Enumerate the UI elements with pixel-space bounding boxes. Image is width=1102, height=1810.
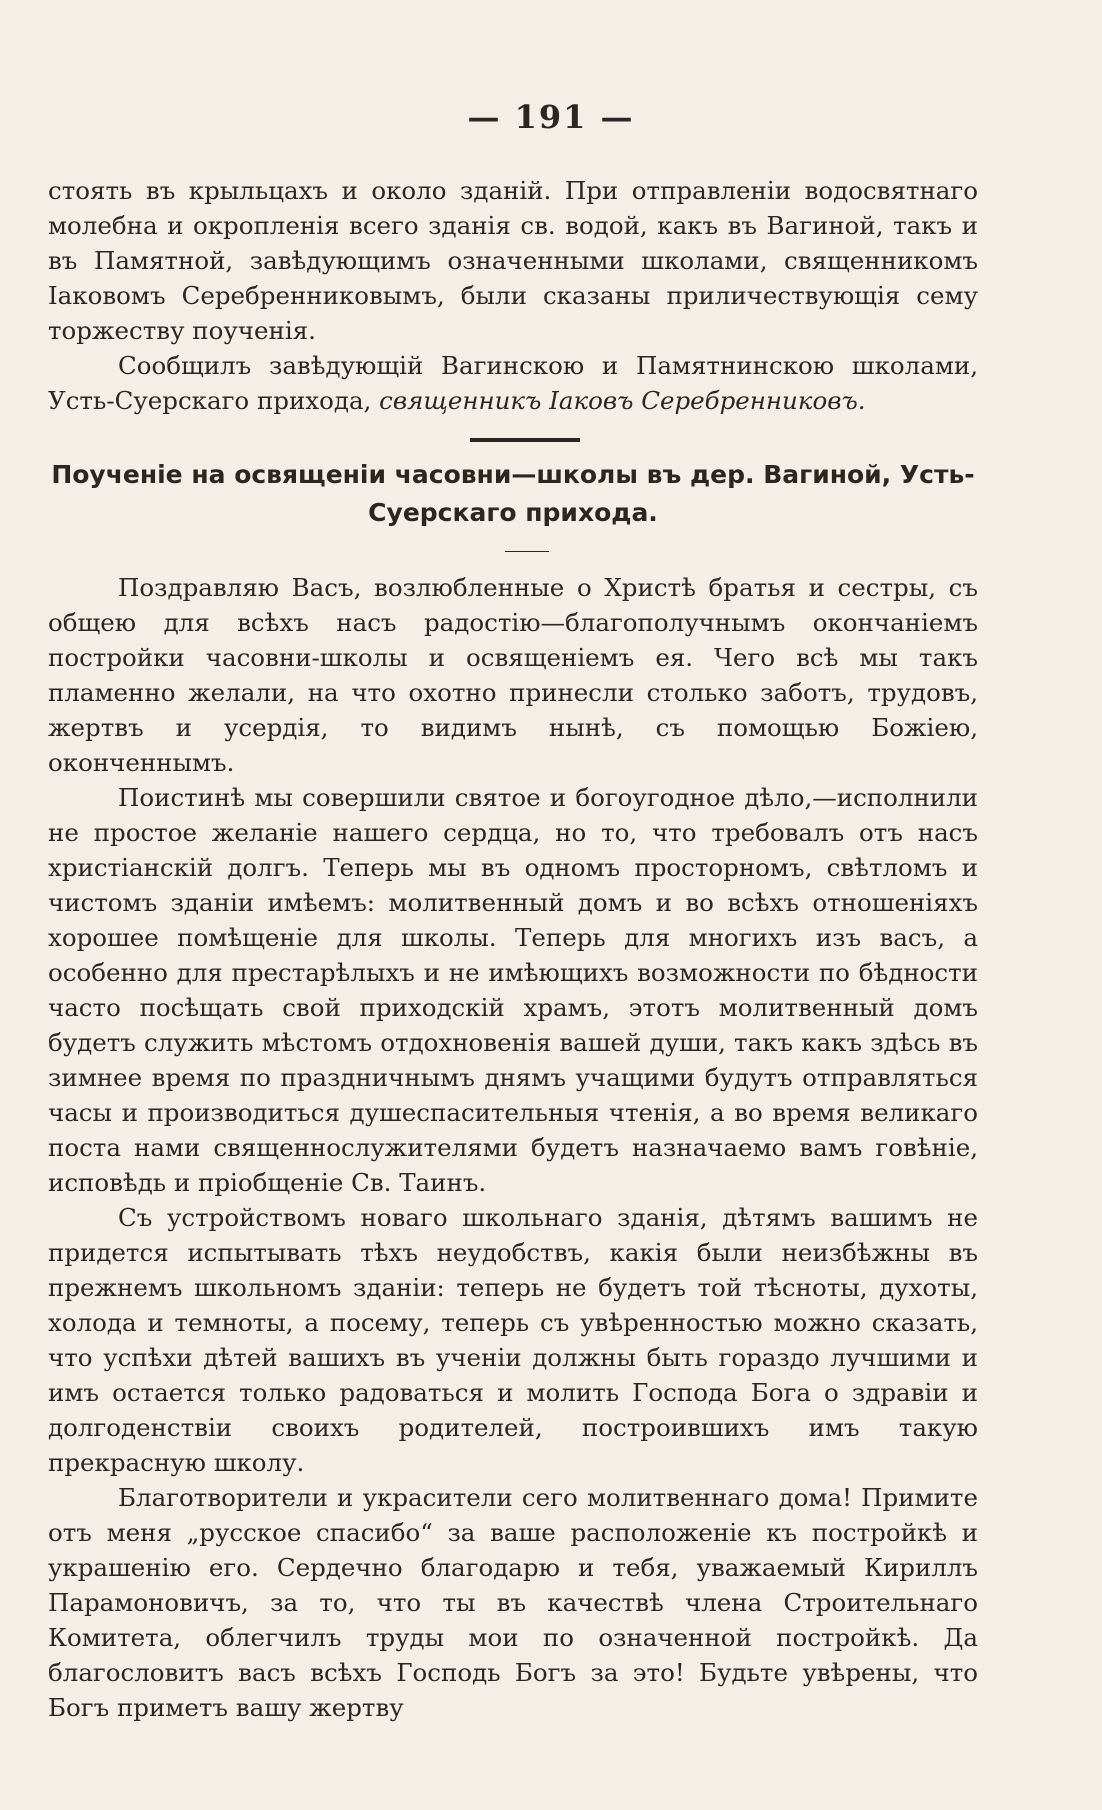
paragraph: Благотворители и украсители сего молитвеннаго дома! Примите отъ меня „русское спасибо“ за ваше расположенiе къ постройкѣ и украшенiю его. Сердечно благодарю и тебя, уважаемый Кириллъ Парамоновичъ, за то, что ты въ качествѣ члена Строительнаго Комитета, облегчилъ труды мои по означенной постройкѣ. Да благословитъ васъ всѣхъ Господь Богъ за это! Будьте увѣрены, что Богъ приметъ вашу жертву <box>48 1483 978 1722</box>
heading-underline <box>505 551 549 552</box>
page-number: — 191 — <box>467 98 635 136</box>
author-signature: священникъ Iаковъ Серебренниковъ. <box>379 386 866 415</box>
paragraph: стоять въ крыльцахъ и около зданiй. При отправленiи водосвятнаго молебна и окропленiя всего зданiя св. водой, какъ въ Вагиной, такъ и въ Памятной, завѣдующимъ означенными школами, священникомъ Iаковомъ Серебренниковымъ, были сказаны приличествующiя сему торжеству поученiя. <box>48 176 978 345</box>
sermon-heading: Поученiе на освященiи часовни—школы въ дер. Вагиной, Усть-Суерскаго прихода. <box>51 460 975 527</box>
paragraph: Поздравляю Васъ, возлюбленные о Христѣ братья и сестры, съ общею для всѣхъ насъ радостiю—благополучнымъ окончанiемъ постройки часовни-школы и освященiемъ ея. Чего всѣ мы такъ пламенно желали, на что охотно принесли столько заботъ, трудовъ, жертвъ и усердiя, то видимъ нынѣ, съ помощью Божiею, оконченнымъ. <box>48 573 978 777</box>
paragraph: Поистинѣ мы совершили святое и богоугодное дѣло,—исполнили не простое желанiе нашего сердца, но то, что требовалъ отъ насъ христiанскiй долгъ. Теперь мы въ одномъ просторномъ, свѣтломъ и чистомъ зданiи имѣемъ: молитвенный домъ и во всѣхъ отношенiяхъ хорошее помѣщенiе для школы. Теперь для многихъ изъ васъ, а особенно для престарѣлыхъ и не имѣющихъ возможности по бѣдности часто посѣщать свой приходскiй храмъ, этотъ молитвенный домъ будетъ служить мѣстомъ отдохновенiя вашей души, такъ какъ здѣсь въ зимнее время по праздничнымъ днямъ учащими будутъ отправляться часы и производиться душеспасительныя чтенiя, а во время великаго поста нами священнослужителями будетъ назначаемо вамъ говѣнiе, исповѣдь и прiобщенiе Св. Таинъ. <box>48 783 978 1197</box>
sermon-body <box>48 570 978 1725</box>
section-divider <box>470 438 580 442</box>
report-text: Сообщилъ завѣдующiй Вагинскою и Памятнинскою школами, Усть-Суерскаго прихода, <box>48 351 978 415</box>
report-signature-paragraph <box>48 348 978 418</box>
paragraph: Съ устройствомъ новаго школьнаго зданiя, дѣтямъ вашимъ не придется испытывать тѣхъ неудобствъ, какiя были неизбѣжны въ прежнемъ школьномъ зданiи: теперь не будетъ той тѣсноты, духоты, холода и темноты, а посему, теперь съ увѣренностью можно сказать, что успѣхи дѣтей вашихъ въ ученiи должны быть гораздо лучшими и имъ остается только радоваться и молить Господа Бога о здравiи и долгоденствiи своихъ родителей, построившихъ имъ такую прекрасную школу. <box>48 1203 978 1477</box>
previous-article-ending <box>48 173 978 418</box>
